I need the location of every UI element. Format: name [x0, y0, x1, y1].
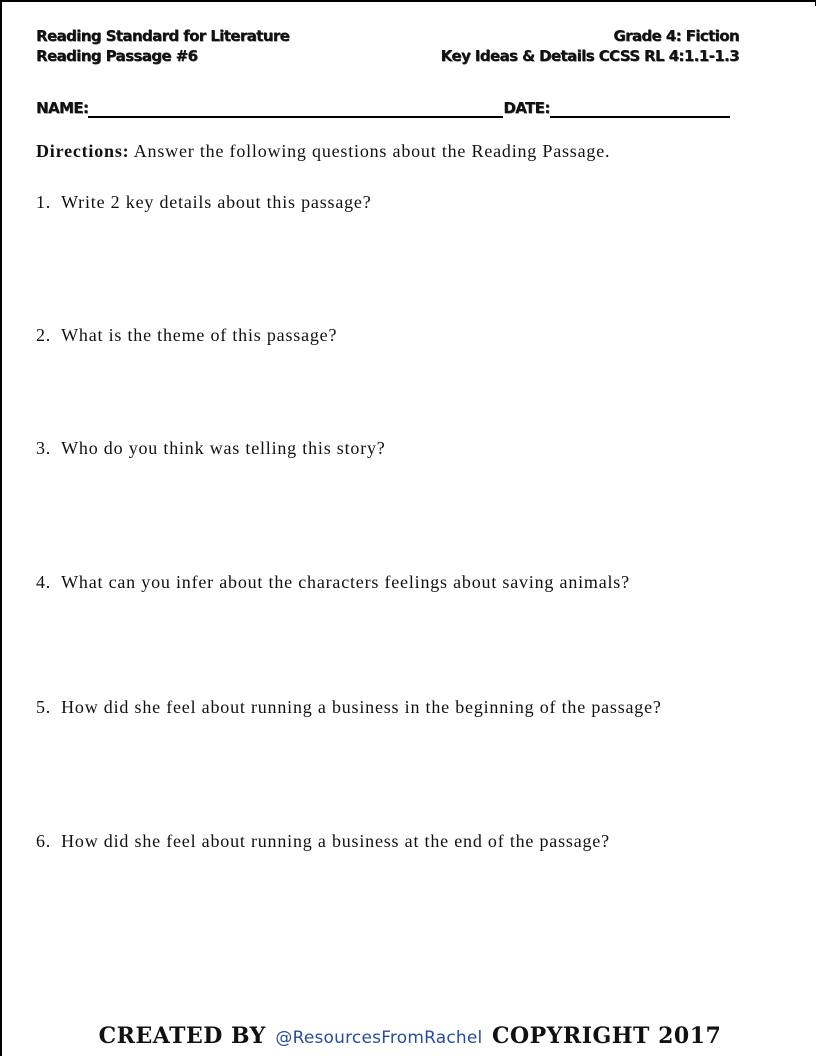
- created-by-label: CREATED BY: [98, 1023, 266, 1049]
- grade-label: Grade 4: Fiction: [613, 27, 739, 45]
- question-number: 3.: [36, 438, 52, 458]
- header-right: [441, 26, 739, 66]
- question-text: How did she feel about running a business in the beginning of the passage?: [61, 697, 662, 717]
- question-2: [36, 324, 776, 346]
- question-number: 1.: [36, 192, 52, 212]
- question-number: 5.: [36, 697, 52, 717]
- date-field[interactable]: [550, 100, 730, 118]
- standard-code: Key Ideas & Details CCSS RL 4:1.1-1.3: [440, 47, 739, 65]
- name-field[interactable]: [88, 100, 503, 118]
- footer-credit: [2, 1022, 816, 1052]
- directions: [36, 141, 610, 162]
- question-number: 4.: [36, 572, 52, 592]
- question-4: [36, 571, 776, 593]
- date-label: DATE:: [503, 99, 550, 117]
- question-text: How did she feel about running a business at the end of the passage?: [61, 831, 610, 851]
- question-text: Write 2 key details about this passage?: [61, 192, 372, 212]
- standard-title: Reading Standard for Literature: [36, 27, 290, 45]
- directions-label: Directions:: [36, 141, 130, 161]
- name-label: NAME:: [36, 99, 89, 117]
- passage-number: Reading Passage #6: [36, 47, 198, 65]
- question-text: What can you infer about the characters feelings about saving animals?: [61, 572, 630, 592]
- header-left: [36, 26, 289, 66]
- question-number: 6.: [36, 831, 52, 851]
- question-text: Who do you think was telling this story?: [61, 438, 386, 458]
- question-5: [36, 696, 776, 718]
- name-date-row: [36, 98, 768, 118]
- directions-text: Answer the following questions about the Reading Passage.: [129, 141, 611, 161]
- copyright-label: COPYRIGHT 2017: [491, 1023, 722, 1049]
- question-6: [36, 830, 776, 852]
- question-1: [36, 191, 776, 213]
- question-text: What is the theme of this passage?: [61, 325, 338, 345]
- author-handle: @ResourcesFromRachel: [275, 1028, 483, 1048]
- question-number: 2.: [36, 325, 52, 345]
- question-3: [36, 437, 776, 459]
